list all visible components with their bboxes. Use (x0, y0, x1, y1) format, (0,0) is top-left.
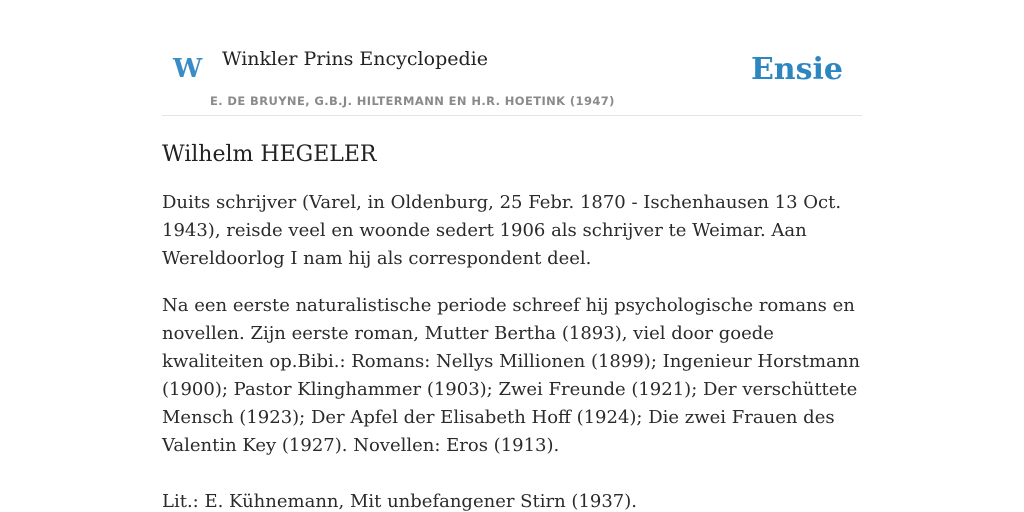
article-paragraph-works: Na een eerste naturalistische periode schreef hij psychologische romans en novellen. Zijn eerste roman, Mutter Bertha (1893), viel door goede kwaliteiten op.Bibi.: Romans: Nellys Millionen (1899); Ingenieur Horstmann (1900); Pastor Klinghammer (1903); Zwei Freunde (1921); Der verschüttete Mensch (1923); Der Apfel der Elisabeth Hoff (1924); Die zwei Frauen des Valentin Key (1927). Novellen: Eros (1913). (162, 295, 860, 456)
winkler-prins-logo[interactable]: W (173, 54, 203, 84)
ensie-logo-link[interactable]: Ensie (750, 52, 843, 87)
site-header (162, 0, 862, 116)
article-title: Wilhelm HEGELER (162, 142, 377, 167)
article-paragraph-literature: Lit.: E. Kühnemann, Mit unbefangener Stirn (1937). (162, 491, 637, 512)
book-title: Winkler Prins Encyclopedie (222, 48, 488, 70)
book-authors: E. DE BRUYNE, G.B.J. HILTERMANN EN H.R. HOETINK (1947) (210, 94, 615, 108)
article-paragraph-bio: Duits schrijver (Varel, in Oldenburg, 25 Febr. 1870 - Ischenhausen 13 Oct. 1943), reisde veel en woonde sedert 1906 als schrijver te Weimar. Aan Wereldoorlog I nam hij als correspondent deel. (162, 192, 842, 269)
article (162, 139, 862, 512)
